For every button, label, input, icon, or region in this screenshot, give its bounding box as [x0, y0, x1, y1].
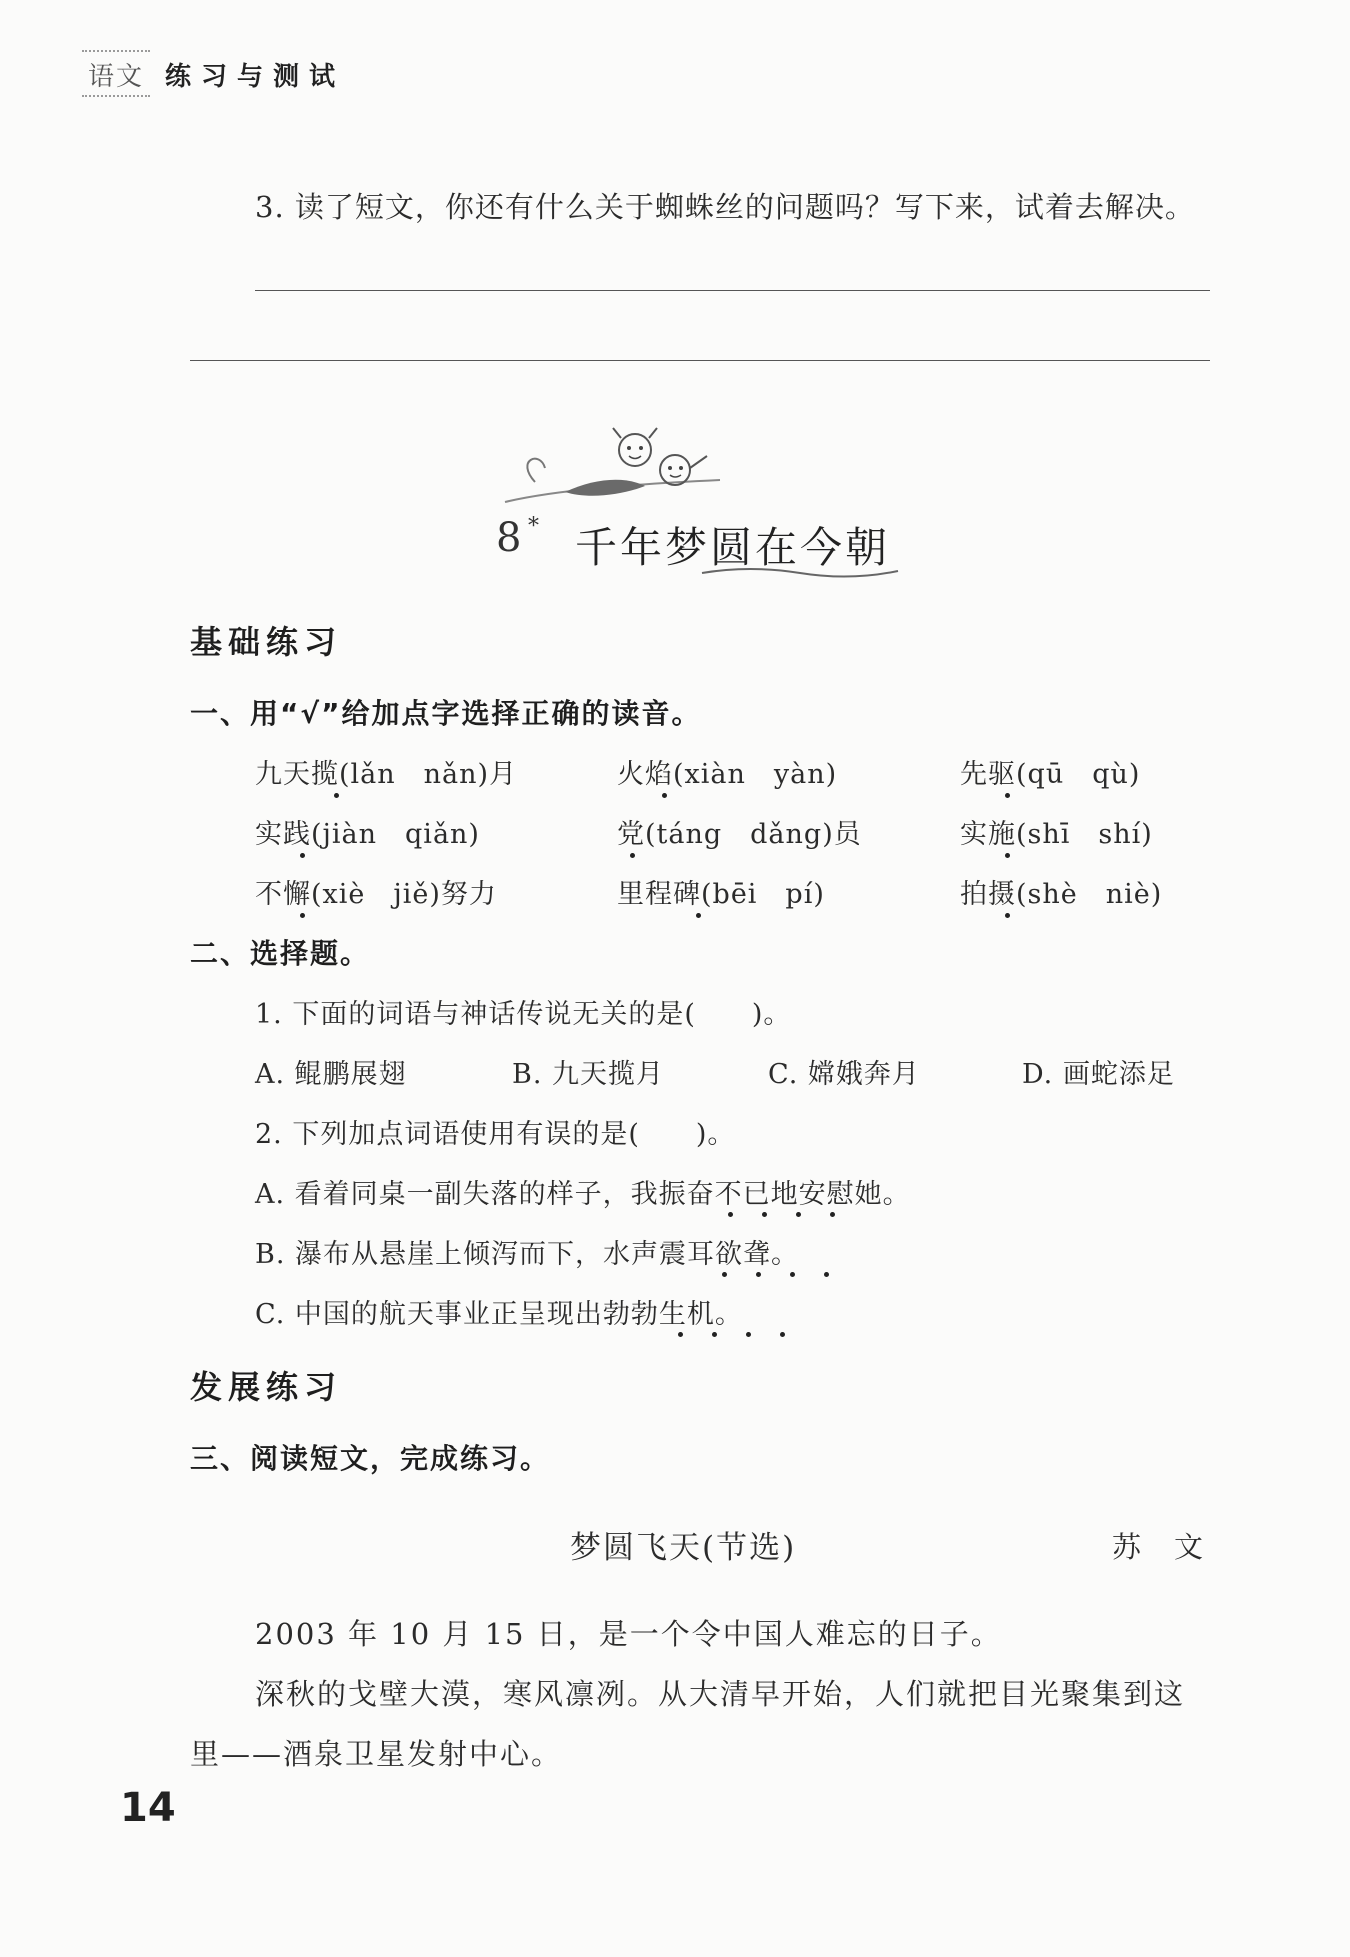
page-number: 14 [120, 1785, 176, 1831]
pinyin-item[interactable]: 不懈(xiè jiě)努力 [255, 879, 497, 910]
lesson-marker: * [528, 514, 539, 539]
emphasis-dot [824, 1272, 829, 1277]
pinyin-item[interactable]: 先驱(qū qù) [960, 759, 1141, 790]
emphasis-dot [300, 913, 305, 918]
emphasis-dot [334, 793, 339, 798]
emphasis-dot [762, 1212, 767, 1217]
answer-line-2[interactable] [190, 360, 1210, 361]
pinyin-item[interactable]: 里程碑(bēi pí) [617, 879, 825, 910]
emphasis-dot [630, 853, 635, 858]
choice-option[interactable]: C. 中国的航天事业正呈现出勃勃生机。 [255, 1299, 743, 1330]
part3-title: 三、阅读短文，完成练习。 [190, 1442, 551, 1475]
lesson-number: 8 [496, 515, 522, 561]
answer-line-1[interactable] [255, 290, 1210, 291]
passage-paragraph: 2003 年 10 月 15 日，是一个令中国人难忘的日子。 [255, 1617, 1002, 1651]
emphasis-dot [696, 913, 701, 918]
question-3: 3. 读了短文，你还有什么关于蜘蛛丝的问题吗？写下来，试着去解决。 [255, 190, 1195, 224]
emphasis-dot [1005, 793, 1010, 798]
emphasis-dot [662, 793, 667, 798]
choice-option[interactable]: B. 九天揽月 [512, 1059, 665, 1090]
pinyin-item[interactable]: 党(táng dǎng)员 [617, 819, 862, 850]
passage-paragraph: 深秋的戈壁大漠，寒风凛冽。从大清早开始，人们就把目光聚集到这 [255, 1677, 1186, 1711]
emphasis-dot [1005, 913, 1010, 918]
section-basic-title: 基础练习 [190, 623, 343, 661]
emphasis-dot [728, 1212, 733, 1217]
section-dev-title: 发展练习 [190, 1368, 343, 1406]
choice-option[interactable]: D. 画蛇添足 [1022, 1059, 1175, 1090]
choice-question-1: 1. 下面的词语与神话传说无关的是( )。 [255, 999, 792, 1030]
emphasis-dot [722, 1272, 727, 1277]
emphasis-dot [300, 853, 305, 858]
part2-title: 二、选择题。 [190, 937, 371, 970]
emphasis-dot [712, 1332, 717, 1337]
choice-option[interactable]: A. 看着同桌一副失落的样子，我振奋不已地安慰她。 [255, 1179, 911, 1210]
choice-question-2: 2. 下列加点词语使用有误的是( )。 [255, 1119, 736, 1150]
emphasis-dot [746, 1332, 751, 1337]
pinyin-item[interactable]: 九天揽(lǎn nǎn)月 [255, 759, 518, 790]
pinyin-item[interactable]: 实施(shī shí) [960, 819, 1153, 850]
emphasis-dot [796, 1212, 801, 1217]
emphasis-dot [678, 1332, 683, 1337]
choice-option[interactable]: C. 嫦娥奔月 [768, 1059, 920, 1090]
title-underline-icon [700, 563, 900, 583]
lesson-title: 千年梦圆在今朝 [575, 523, 891, 572]
choice-option[interactable]: B. 瀑布从悬崖上倾泻而下，水声震耳欲聋。 [255, 1239, 800, 1270]
emphasis-dot [830, 1212, 835, 1217]
pinyin-item[interactable]: 实践(jiàn qiǎn) [255, 819, 480, 850]
emphasis-dot [1005, 853, 1010, 858]
header-book-title: 练习与测试 [165, 62, 346, 92]
emphasis-dot [790, 1272, 795, 1277]
passage-paragraph: 里——酒泉卫星发射中心。 [190, 1737, 563, 1771]
emphasis-dot [780, 1332, 785, 1337]
passage-title: 梦圆飞天(节选) [570, 1530, 797, 1566]
part1-title: 一、用“√”给加点字选择正确的读音。 [190, 697, 702, 730]
pinyin-item[interactable]: 拍摄(shè niè) [960, 879, 1163, 910]
pinyin-item[interactable]: 火焰(xiàn yàn) [617, 759, 838, 790]
passage-author: 苏 文 [1112, 1530, 1206, 1564]
kids-illustration-icon [495, 420, 725, 510]
header-subject: 语文 [82, 50, 150, 97]
emphasis-dot [756, 1272, 761, 1277]
choice-option[interactable]: A. 鲲鹏展翅 [255, 1059, 407, 1090]
